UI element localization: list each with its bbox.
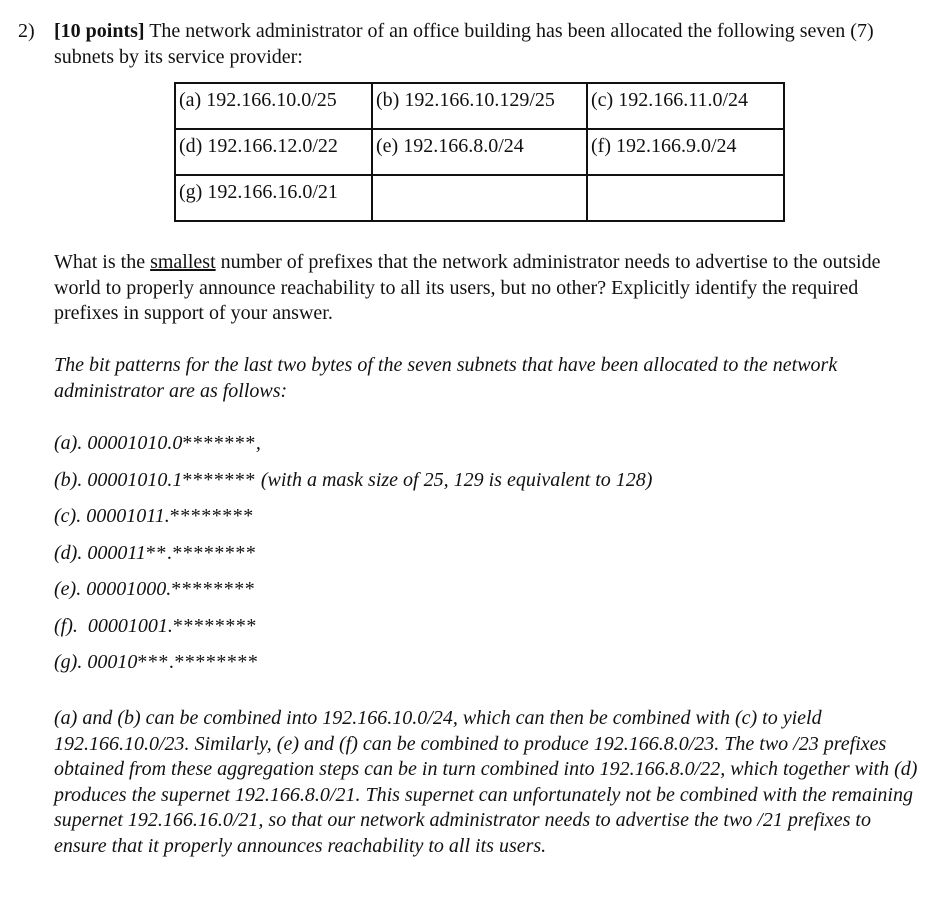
pattern-wildcards: ******** xyxy=(169,505,254,527)
table-cell-empty xyxy=(587,175,784,221)
table-cell-empty xyxy=(372,175,587,221)
table-row xyxy=(175,175,784,221)
list-item xyxy=(54,468,924,505)
question-text xyxy=(54,250,914,327)
table-cell: (c) 192.166.11.0/24 xyxy=(587,83,784,129)
answer-intro: The bit patterns for the last two bytes of the seven subnets that have been allocated to the network administrator are as follows: xyxy=(54,354,838,402)
list-item xyxy=(54,431,924,468)
pattern-label: (d). 000011 xyxy=(54,541,146,564)
table-cell: (b) 192.166.10.129/25 xyxy=(372,83,587,129)
pattern-note: (with a mask size of 25, 129 is equivalent to 128) xyxy=(255,468,653,491)
list-item xyxy=(54,650,924,687)
bit-pattern-list xyxy=(54,431,924,687)
pattern-note: , xyxy=(255,432,261,454)
question-after: number of prefixes that the network administrator needs to advertise to the outside world to properly announce reachability to all its users, but no other? Explicitly identify the required prefixes in support of your answer. xyxy=(54,251,881,324)
question-emphasis: smallest xyxy=(150,251,216,273)
problem-statement xyxy=(54,19,904,70)
list-item xyxy=(54,614,924,651)
points-label: [10 points] xyxy=(54,20,145,42)
table-cell: (a) 192.166.10.0/25 xyxy=(175,83,372,129)
pattern-label: (b). 00001010.1 xyxy=(54,468,183,491)
pattern-wildcards: ***.******** xyxy=(137,651,259,673)
subnets-table xyxy=(174,82,785,222)
pattern-label: (g). 00010 xyxy=(54,651,138,673)
pattern-label: (f). 00001001. xyxy=(54,614,173,637)
list-item xyxy=(54,541,924,578)
pattern-wildcards: **.******** xyxy=(145,541,257,564)
list-item xyxy=(54,504,924,541)
table-cell: (d) 192.166.12.0/22 xyxy=(175,129,372,175)
table-cell: (g) 192.166.16.0/21 xyxy=(175,175,372,221)
table-row xyxy=(175,129,784,175)
table-row xyxy=(175,83,784,129)
list-item xyxy=(54,577,924,614)
pattern-label: (a). 00001010.0 xyxy=(54,432,183,454)
statement-text: The network administrator of an office building has been allocated the following seven (7) subnets by its service provider: xyxy=(54,20,874,68)
table-cell: (f) 192.166.9.0/24 xyxy=(587,129,784,175)
pattern-wildcards: ******** xyxy=(171,578,256,600)
pattern-wildcards: ******* xyxy=(182,468,256,491)
problem-header xyxy=(18,19,918,70)
question-before: What is the xyxy=(54,251,151,273)
pattern-label: (c). 00001011. xyxy=(54,505,170,527)
answer-conclusion: (a) and (b) can be combined into 192.166.10.0/24, which can then be combined with (c) to yield 192.166.10.0/23. Similarly, (e) and (f) can be combined to produce 192.166.8.0/23. The two /23 prefixes obtained from these aggregation steps can be in turn combined into 192.166.8.0/22, which together with (d) produces the supernet 192.166.8.0/21. This supernet can unfortunately not be combined with the remaining supernet 192.166.16.0/21, so that our network administrator needs to advertise the two /21 prefixes to ensure that it properly announces reachability to all its users. xyxy=(54,707,918,857)
pattern-wildcards: ******* xyxy=(182,432,256,454)
table-cell: (e) 192.166.8.0/24 xyxy=(372,129,587,175)
pattern-label: (e). 00001000. xyxy=(54,578,172,600)
pattern-wildcards: ******** xyxy=(172,614,257,637)
problem-number: 2) xyxy=(18,20,35,42)
